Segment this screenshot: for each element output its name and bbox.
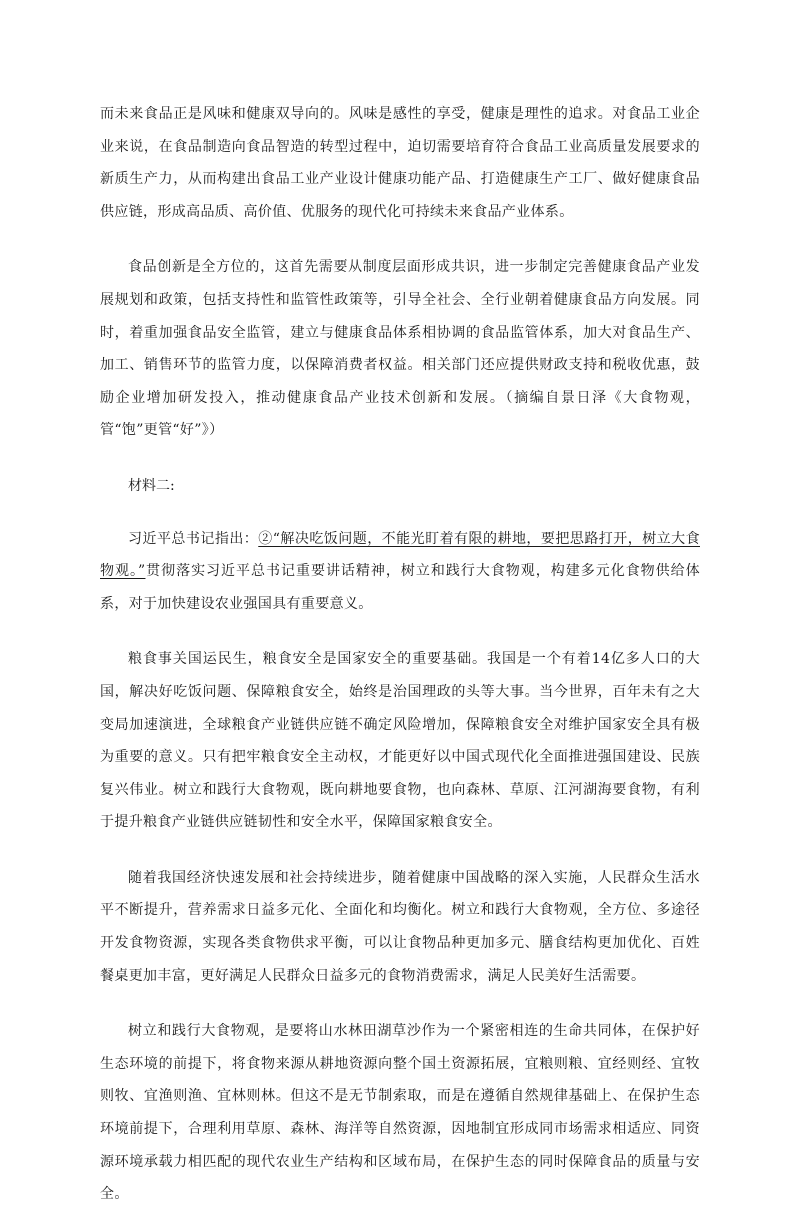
underlined-quote: ②“解决吃饭问题，不能光盯着有限的耕地，要把思路打开，树立大食物观。”	[100, 530, 700, 580]
paragraph-food-innovation: 食品创新是全方位的，这首先需要从制度层面形成共识，进一步制定完善健康食品产业发展规划和政策，包括支持性和监管性政策等，引导全社会、全行业朝着健康食品方向发展。同时，着重加强食品安全监管，建立与健康食品体系相协调的食品监管体系，加大对食品生产、加工、销售环节的监管力度，以保障消费者权益。相关部门还应提供财政支持和税收优惠，鼓励企业增加研发投入，推动健康食品产业技术创新和发展。（摘编自景日泽《大食物观，管“饱”更管“好”》）	[100, 259, 700, 439]
paragraph-future-food: 而未来食品正是风味和健康双导向的。风味是感性的享受，健康是理性的追求。对食品工业企业来说，在食品制造向食品智造的转型过程中，迫切需要培育符合食品工业高质量发展要求的新质生产力，从而构建出食品工业产业设计健康功能产品、打造健康生产工厂、做好健康食品供应链，形成高品质、高价值、优服务的现代化可持续未来食品产业体系。	[100, 106, 700, 220]
quote-follow-text: 贯彻落实习近平总书记重要讲话精神，树立和践行大食物观，构建多元化食物供给体系，对于加快建设农业强国具有重要意义。	[100, 563, 700, 612]
document-body	[100, 98, 700, 1211]
quote-lead-text: 习近平总书记指出：	[128, 530, 259, 547]
paragraph-xi-quote	[100, 523, 700, 621]
paragraph-nutrition-needs: 随着我国经济快速发展和社会持续进步，随着健康中国战略的深入实施，人民群众生活水平不断提升，营养需求日益多元化、全面化和均衡化。树立和践行大食物观，全方位、多途径开发食物资源，实现各类食物供求平衡，可以让食物品种更加多元、膳食结构更加优化、百姓餐桌更加丰富，更好满足人民群众日益多元的食物消费需求，满足人民美好生活需要。	[100, 869, 700, 984]
paragraph-grain-security: 粮食事关国运民生，粮食安全是国家安全的重要基础。我国是一个有着14亿多人口的大国，解决好吃饭问题、保障粮食安全，始终是治国理政的头等大事。当今世界，百年未有之大变局加速演进，全球粮食产业链供应链不确定风险增加，保障粮食安全对维护国家安全具有极为重要的意义。只有把牢粮食安全主动权，才能更好以中国式现代化全面推进强国建设、民族复兴伟业。树立和践行大食物观，既向耕地要食物，也向森林、草原、江河湖海要食物，有利于提升粮食产业链供应链韧性和安全水平，保障国家粮食安全。	[100, 651, 700, 831]
material-two-label: 材料二:	[128, 477, 175, 494]
paragraph-ecology: 树立和践行大食物观，是要将山水林田湖草沙作为一个紧密相连的生命共同体，在保护好生态环境的前提下，将食物来源从耕地资源向整个国土资源拓展，宜粮则粮、宜经则经、宜牧则牧、宜渔则渔、宜林则林。但这不是无节制索取，而是在遵循自然规律基础上、在保护生态环境前提下，合理利用草原、森林、海洋等自然资源，因地制宜形成同市场需求相适应、同资源环境承载力相匹配的现代农业生产结构和区域布局，在保护生态的同时保障食品的质量与安全。	[100, 1023, 700, 1203]
